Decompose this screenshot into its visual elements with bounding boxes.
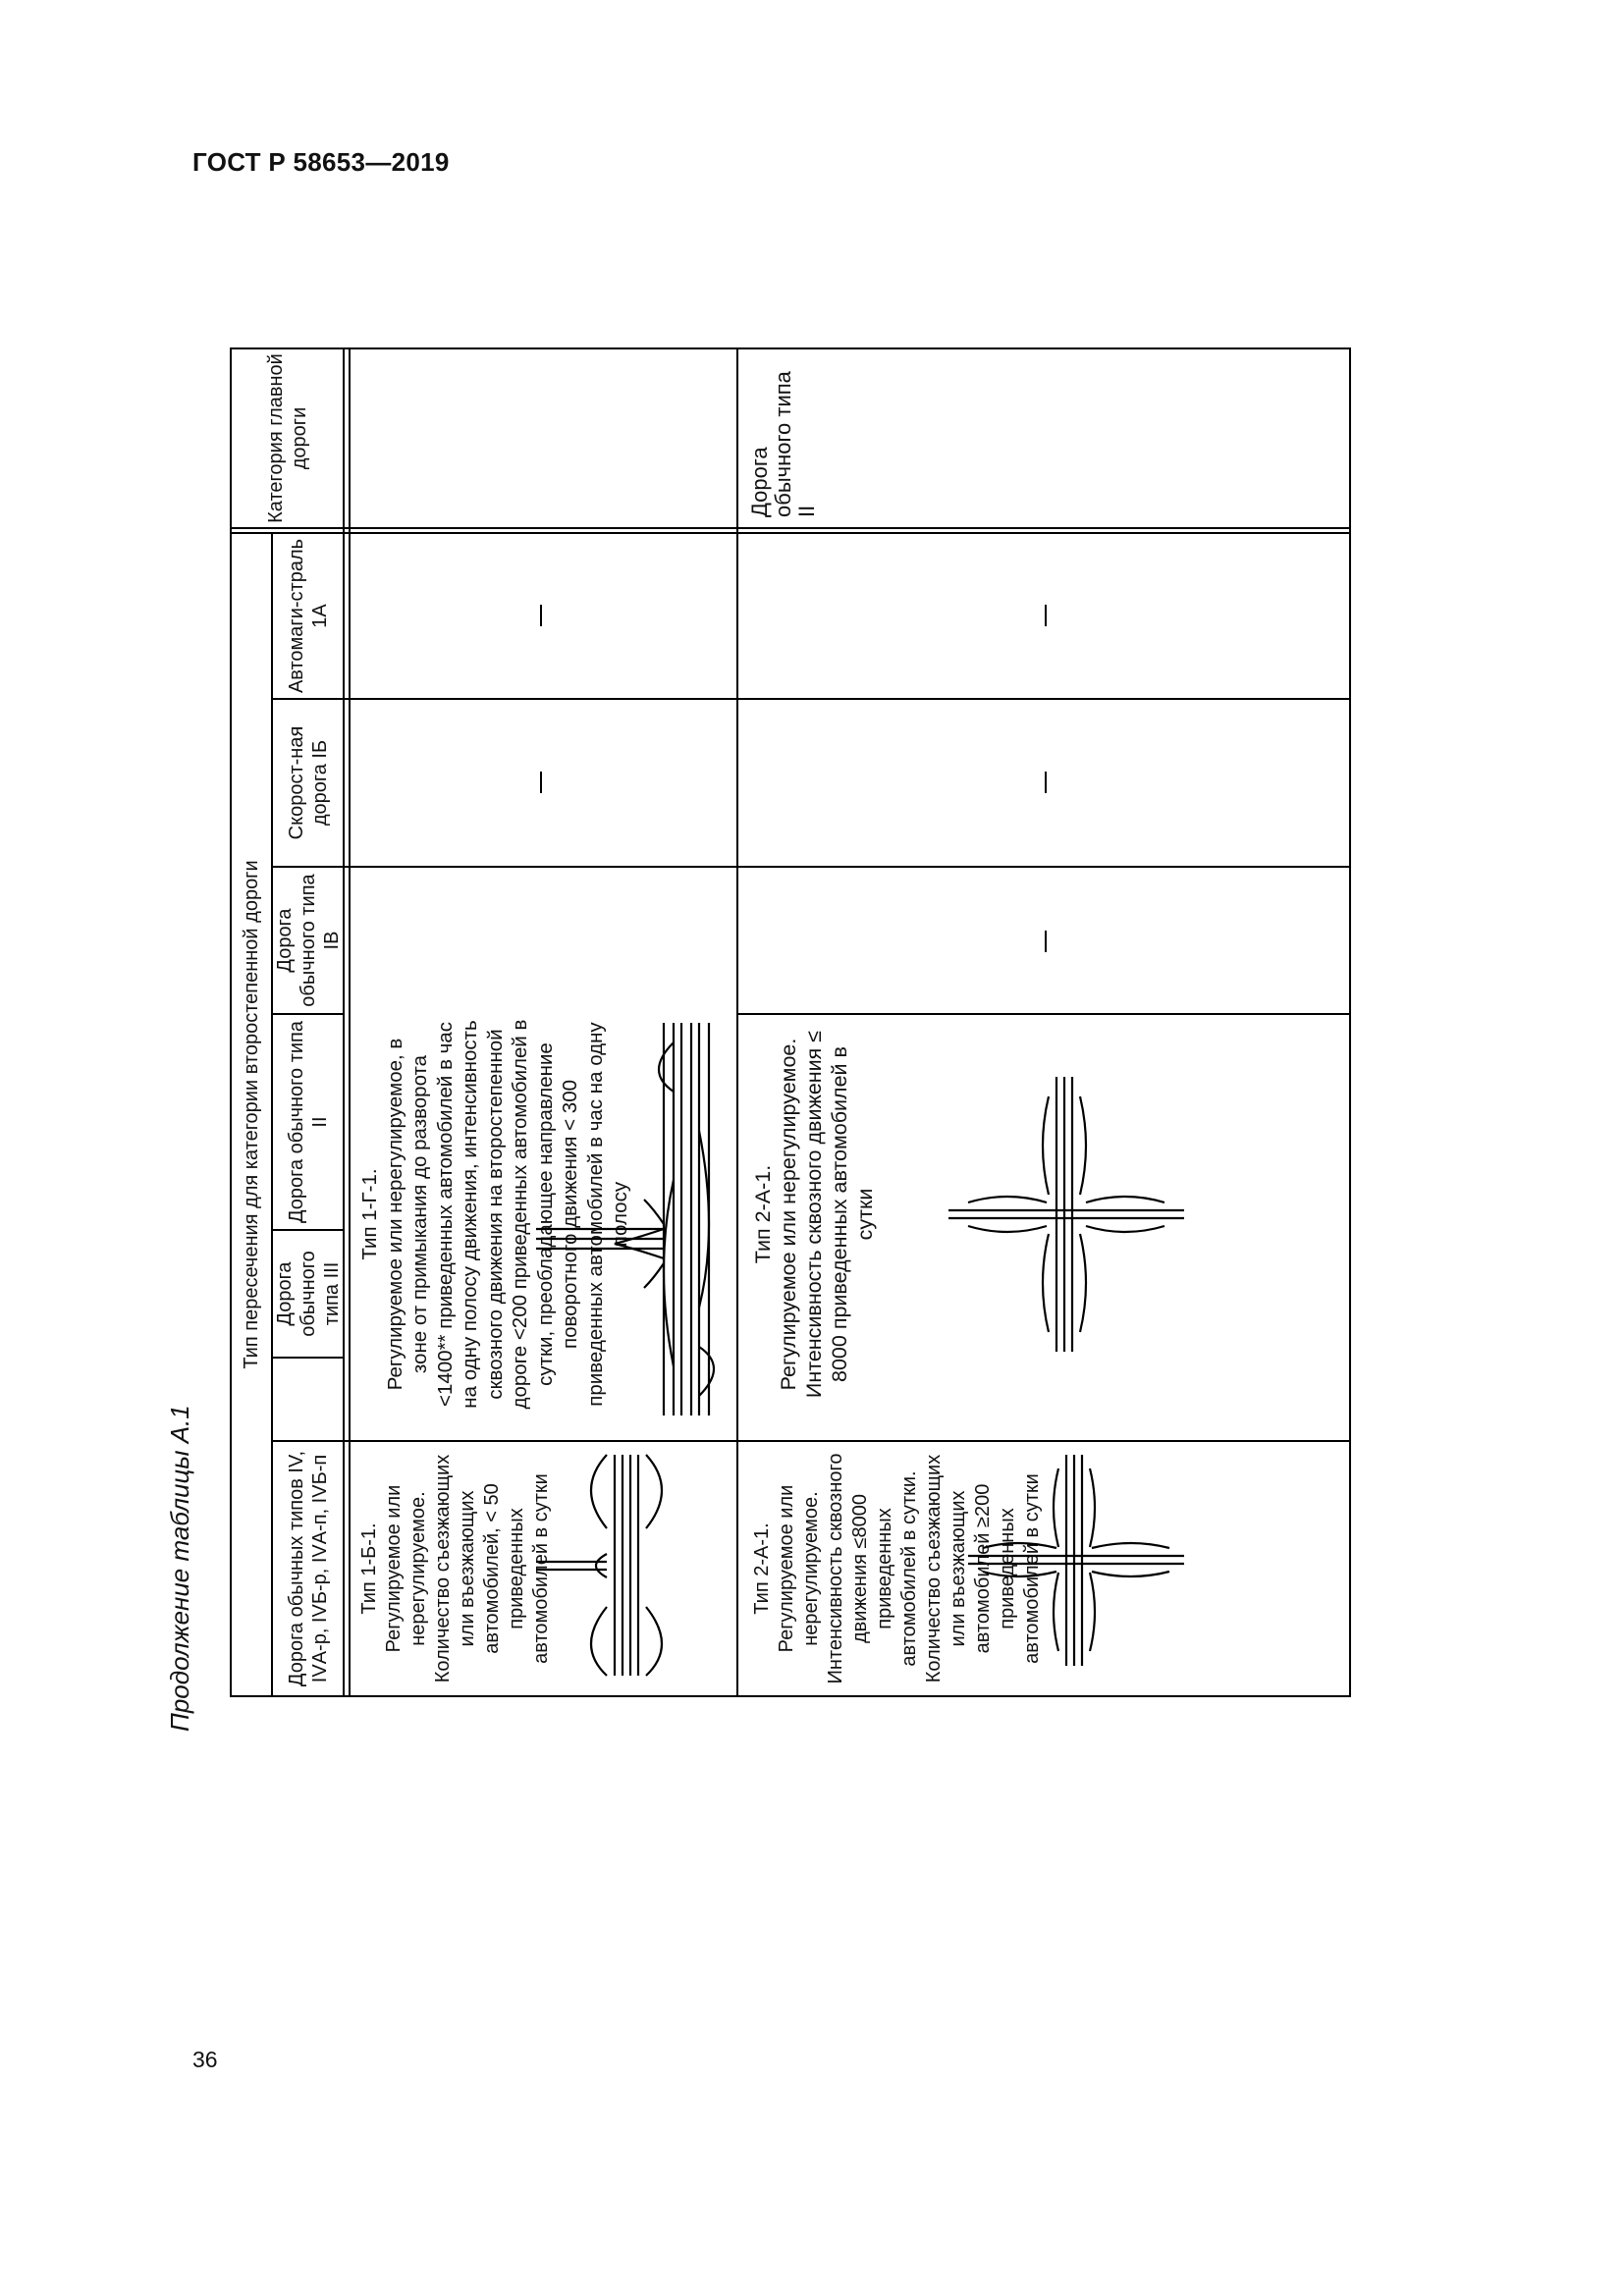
row2-col1v-dash xyxy=(1045,931,1047,952)
island-top xyxy=(615,1229,664,1258)
header-col-2: Дорога обычного типа II xyxy=(285,1020,331,1224)
type-2a1-right-text: Регулируемое или нерегулируемое. Интенсивность сквозного движения ≤8000 приведенных автомобилей в сутки. Количество съезжающих или въезжающих автомобилей ≥200 приведенных автомобилей в сутки xyxy=(776,1453,1043,1684)
main-category-divider-2 xyxy=(232,527,1349,529)
flare-5 xyxy=(983,1572,1056,1576)
col-divider-1v-bottom xyxy=(736,1013,1349,1015)
flare-1 xyxy=(591,1607,607,1676)
type-1g1-diagram xyxy=(526,1013,732,1425)
row2-main-category: Дорога обычного типа II xyxy=(747,371,819,517)
row-divider xyxy=(736,349,738,1695)
col-divider-1a xyxy=(271,698,1349,700)
ramp-1 xyxy=(644,1200,664,1224)
type-1g1-text: Регулируемое или нерегулируемое, в зоне от примыкания до разворота <1400** приведенных автомобилей в час на одну полосу движения, интенсивность сквозного движения на второстепенной дороге <200 приведенных автомобилей в сутки, преобладающее направление поворотного движения < 300 приведенных автомобилей в час на одну полосу xyxy=(383,1019,631,1410)
header-col-1b: Скорост-ная дорога IБ xyxy=(285,725,331,840)
type-2a1-right-title: Тип 2-А-1. xyxy=(751,1522,773,1615)
flare-left-bottom xyxy=(1080,1234,1086,1332)
flare-7 xyxy=(1092,1572,1169,1576)
flare-left-top xyxy=(1043,1234,1049,1332)
type-2a1-left-title: Тип 2-А-1. xyxy=(751,1164,775,1264)
flare-bottom-right xyxy=(1086,1197,1164,1202)
row2-col1b-dash xyxy=(1045,772,1047,793)
flare-1 xyxy=(1054,1573,1058,1651)
flare-4 xyxy=(646,1455,662,1528)
flare-4 xyxy=(1090,1468,1095,1547)
flare-3 xyxy=(1090,1573,1095,1651)
flare-2 xyxy=(591,1455,607,1528)
row1-col1a-dash xyxy=(540,605,542,626)
ramp-2 xyxy=(644,1263,664,1288)
type-1b1-text: Регулируемое или нерегулируемое. Количество съезжающих или въезжающих автомобилей, < 50 приведенных автомобилей в сутки xyxy=(383,1454,552,1683)
flare-right-top xyxy=(1043,1096,1049,1195)
main-category-divider-1 xyxy=(232,532,1349,534)
type-1b1-title: Тип 1-Б-1. xyxy=(358,1522,380,1615)
flare-3 xyxy=(646,1607,662,1676)
flare-top-right xyxy=(968,1197,1047,1202)
row2-col1a-dash xyxy=(1045,605,1047,626)
type-2a1-right-diagram xyxy=(958,1445,1194,1676)
intersection-table xyxy=(230,347,1351,1697)
type-2a1-left-diagram xyxy=(939,1067,1194,1362)
uturn-2 xyxy=(699,1347,714,1396)
header-col-4: Дорога обычных типов IV, IVА-р, IVБ-р, IVА-п, IVБ-п xyxy=(285,1450,331,1687)
table-caption: Продолжение таблицы А.1 xyxy=(165,1405,194,1732)
type-1b1-diagram xyxy=(516,1445,732,1685)
header-col-1v: Дорога обычного типа IВ xyxy=(273,874,343,1007)
flare-2 xyxy=(1054,1468,1058,1547)
lane-curve-1 xyxy=(664,1180,674,1366)
type-2a1-left-block xyxy=(750,1028,878,1401)
header-col-3: Дорога обычного типа III xyxy=(273,1251,343,1337)
row1-col1b-dash xyxy=(540,772,542,793)
uturn-1 xyxy=(659,1042,674,1092)
island xyxy=(596,1554,607,1577)
header-rule-2 xyxy=(349,349,351,1695)
header-rule-1 xyxy=(343,349,345,1695)
header-main-category: Категория главной дороги xyxy=(264,353,310,523)
lane-curve-2 xyxy=(699,1131,709,1308)
flare-bottom-left xyxy=(1086,1226,1164,1232)
col-divider-1b xyxy=(271,866,1349,868)
col-divider-3 xyxy=(271,1440,1349,1442)
col-divider-4-header xyxy=(271,1357,345,1359)
type-2a1-left-text: Регулируемое или нерегулируемое. Интенсивность сквозного движения ≤ 8000 приведенных автомобилей в сутки xyxy=(777,1030,877,1399)
header-col-1a: Автомаги-страль 1А xyxy=(285,538,331,694)
page-number: 36 xyxy=(192,2047,218,2072)
flare-right-bottom xyxy=(1080,1096,1086,1195)
flare-top-left xyxy=(968,1226,1047,1232)
header-secondary-group: Тип пересечения для категории второстепенной дороги xyxy=(241,860,262,1369)
type-1g1-title: Тип 1-Г-1. xyxy=(358,1168,381,1260)
document-header: ГОСТ Р 58653—2019 xyxy=(192,147,450,177)
flare-8 xyxy=(1092,1543,1169,1548)
flare-6 xyxy=(983,1543,1056,1548)
